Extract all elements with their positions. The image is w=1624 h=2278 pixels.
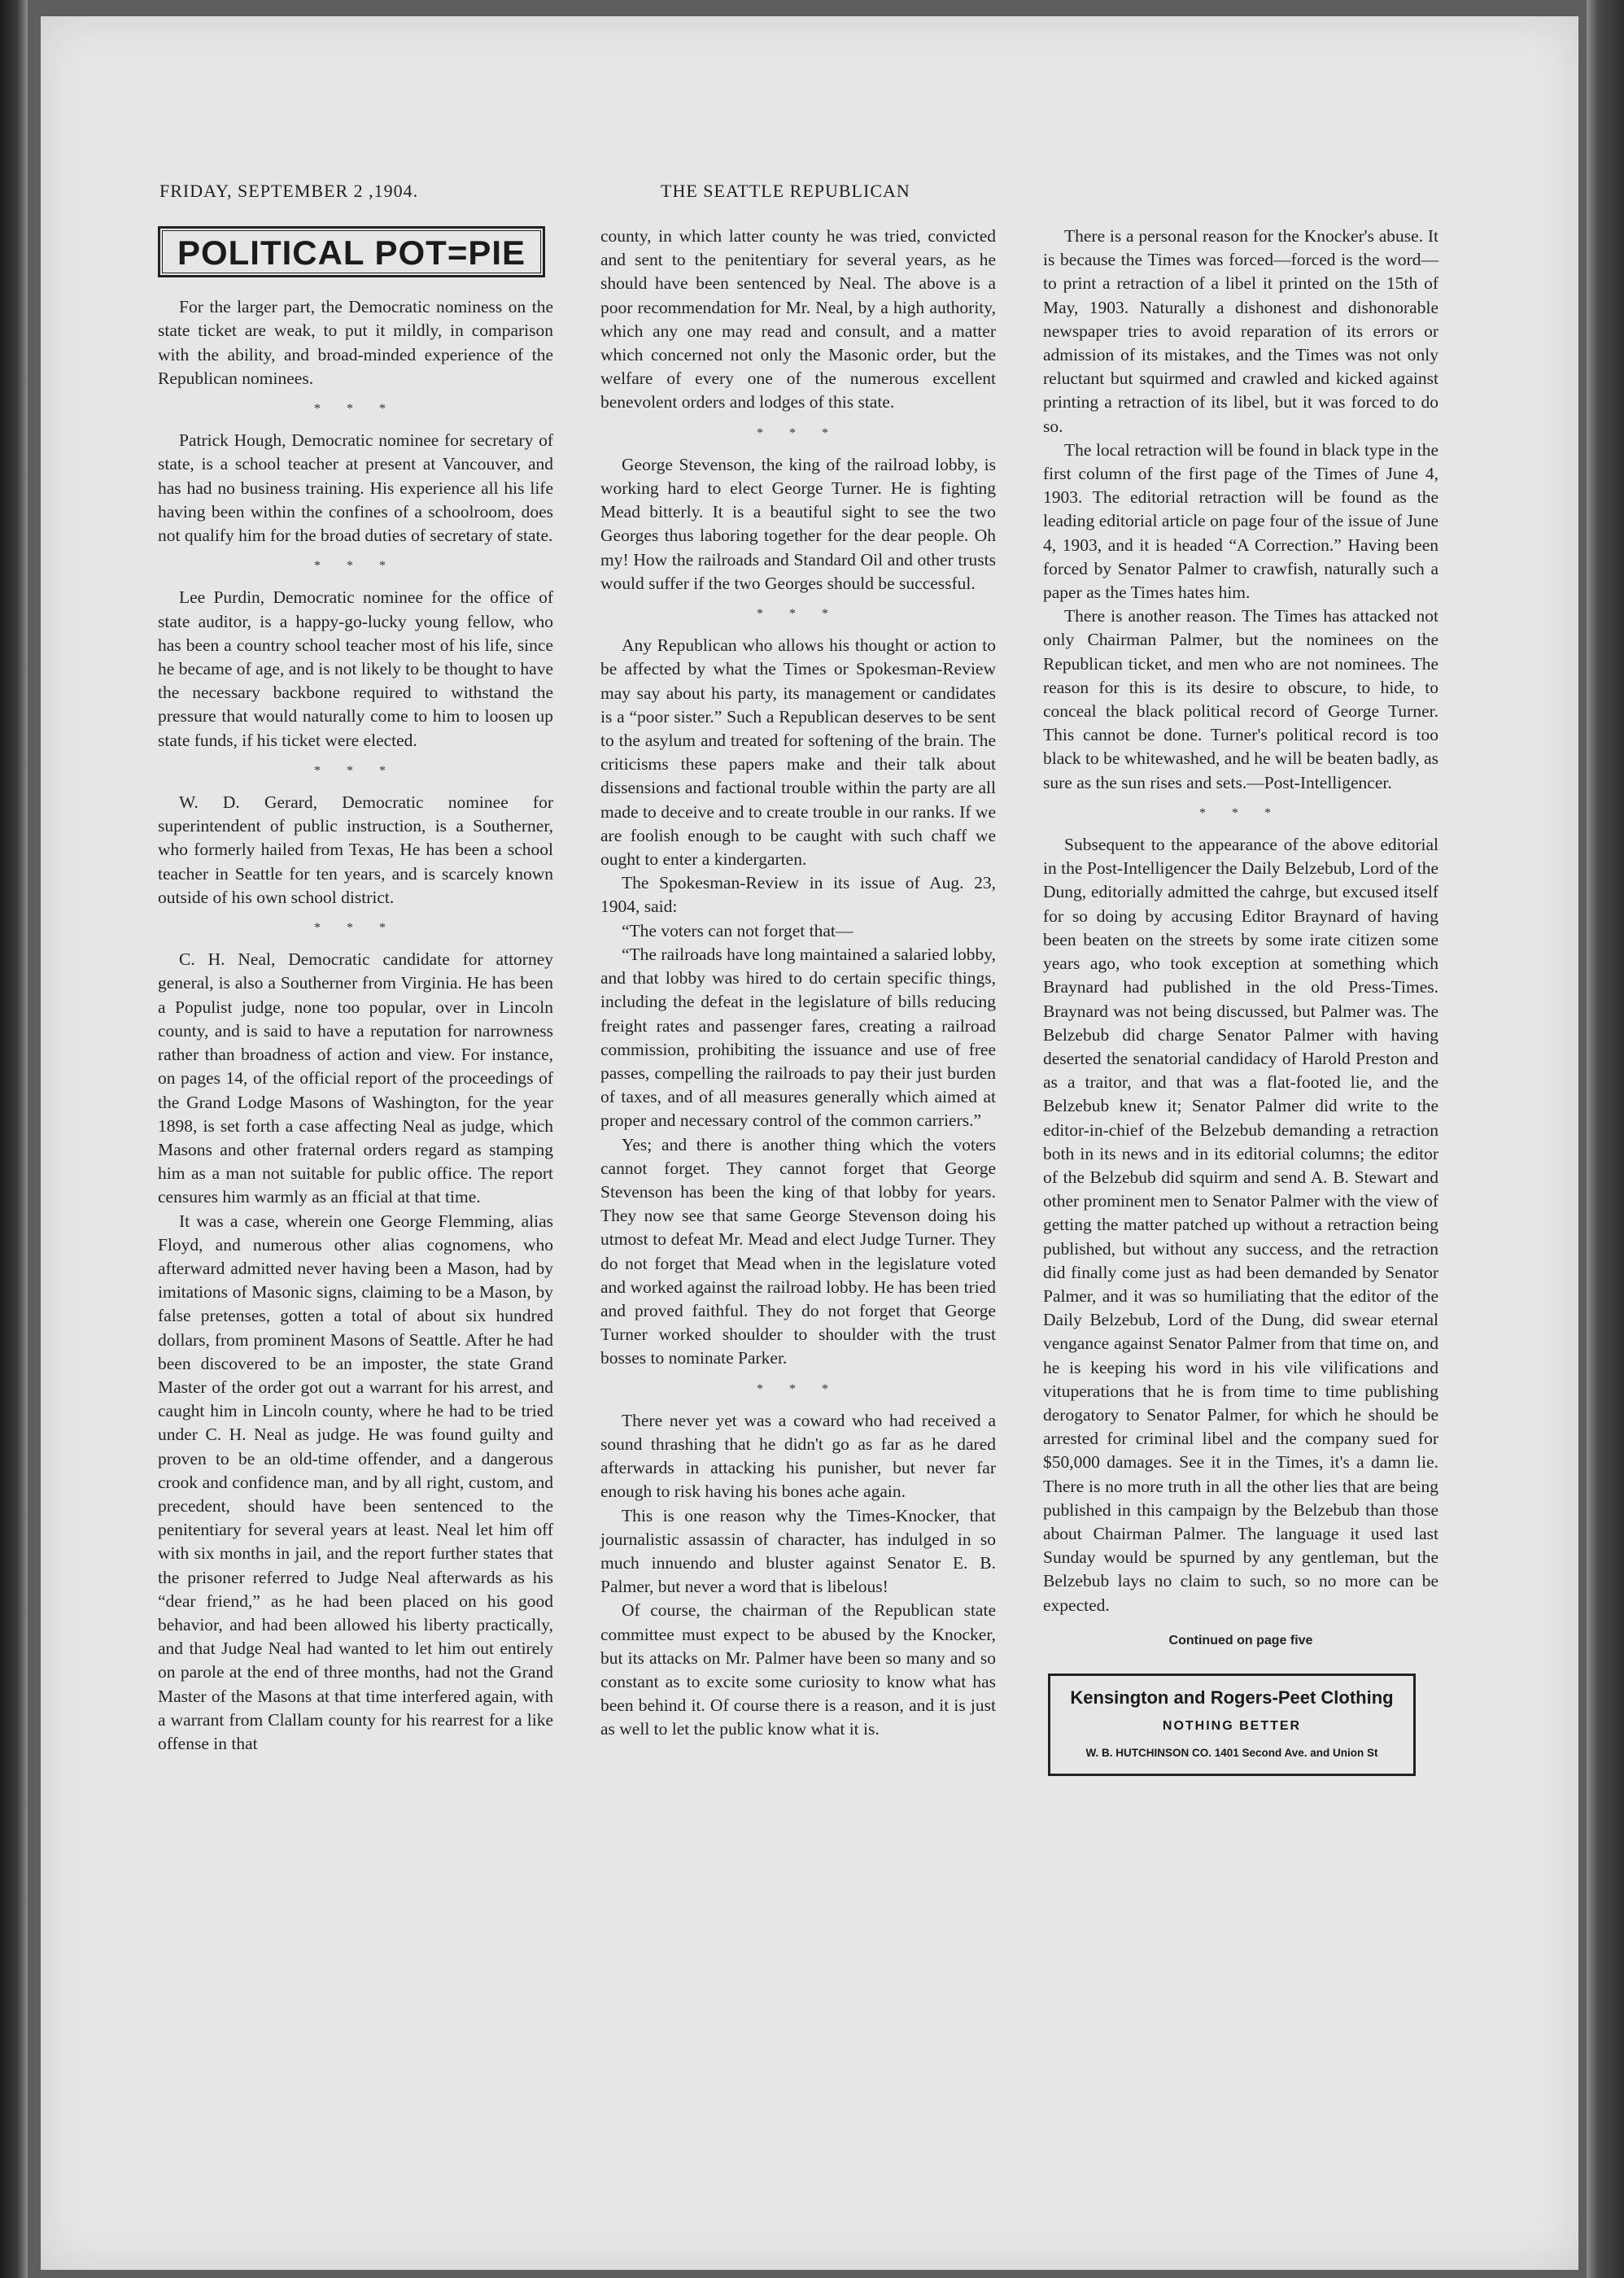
paragraph: It was a case, wherein one George Flemming, alias Floyd, and numerous other alias cognomens, who afterward admitted never having been a Mason, had by imitations of Masonic signs, claiming to be a Mason, by false pretenses, gotten a total of about six hundred dollars, from prominent Masons of Seattle. After he had been discovered to be an imposter, the state Grand Master of the order got out a warrant for his arrest, and caught him in Lincoln county, where he had to be tried under C. H. Neal as judge. He was found guilty and proven to be an old-time offender, and a dangerous crook and confidence man, and by all right, custom, and precedent, should have been sentenced to the penitentiary for several years at least. Neal let him off with six months in jail, and the report further states that the prisoner referred to Judge Neal afterwards as his “dear friend,” as he had been placed on his good behavior, and had been allowed his liberty practically, and that Judge Neal had wanted to let him out entirely on parole at the end of three months, had not the Grand Master of the Masons at that time interfered again, with a warrant from Clallam county for his rearrest for a like offense in that bbox=[158, 1211, 553, 1753]
paragraph: C. H. Neal, Democratic candidate for attorney general, is also a Southerner from Virginia. He has been a Populist judge, none too popular, over in Lincoln county, and is said to have a reputation for narrowness rather than broadness of action and view. For instance, on pages 14, of the official report of the proceedings of the Grand Lodge Masons of Washington, for the year 1898, is set forth a case affecting Neal as judge, which Masons and other fraternal orders regard as stamping him as a man not suitable for public office. The report censures him warmly as an fficial at that time. bbox=[158, 949, 553, 1207]
column-1 bbox=[158, 225, 553, 1756]
ad-address: W. B. HUTCHINSON CO. 1401 Second Ave. and Union St bbox=[1085, 1747, 1378, 1760]
paragraph: There is a personal reason for the Knocker's abuse. It is because the Times was forced—forced is the word—to print a retraction of a libel it printed on the 15th of May, 1903. Naturally a dishonest and dishonorable newspaper tries to avoid reparation of its errors or admission of its mistakes, and the Times was not only reluctant but squirmed and crawled and kicked against printing a retraction of its libel, but it was forced to do so. bbox=[1043, 226, 1438, 436]
ad-slogan: NOTHING BETTER bbox=[1162, 1719, 1302, 1734]
paragraph: Any Republican who allows his thought or action to be affected by what the Times or Spokesman-Review may say about his party, its management or candidates is a “poor sister.” Such a Republican deserves to be sent to the asylum and treated for softening of the brain. The criticisms these papers make and their talk about dissensions and factional trouble within the party are all made to deceive and to create trouble in our ranks. If we are foolish enough to be caught with such chaff we ought to enter a kindergarten. bbox=[600, 635, 996, 870]
ad-headline: Kensington and Rogers-Peet Clothing bbox=[1070, 1687, 1394, 1708]
paragraph: The Spokesman-Review in its issue of Aug. 23, 1904, said: bbox=[600, 873, 996, 917]
separator: * * * bbox=[757, 607, 840, 622]
column-3 bbox=[1043, 225, 1438, 1776]
paragraph: county, in which latter county he was tried, convicted and sent to the penitentiary for several years, as he should have been sentenced by Neal. The above is a poor recommendation for Mr. Neal, by a high authority, which any one may read and consult, and a matter which concerned not only the Masonic order, but the welfare of every one of the numerous excellent benevolent orders and lodges of this state. bbox=[600, 226, 996, 412]
issue-date: FRIDAY, SEPTEMBER 2 ,1904. bbox=[159, 181, 419, 201]
separator: * * * bbox=[757, 1381, 840, 1396]
paragraph: W. D. Gerard, Democratic nominee for superintendent of public instruction, is a Southerner, who formerly hailed from Texas, He has been a school teacher in Seattle for ten years, and is scarcely known outside of his own school district. bbox=[158, 792, 553, 907]
paragraph: This is one reason why the Times-Knocker, that journalistic assassin of character, has indulged in so much innuendo and bluster against Senator E. B. Palmer, but never a word that is libelous! bbox=[600, 1505, 996, 1597]
paragraph: The local retraction will be found in black type in the first column of the first page of the Times of June 4, 1903. The editorial retraction will be found as the leading editorial article on page four of the issue of June 4, 1903, and it is headed “A Correction.” Having been forced by Senator Palmer to crawfish, naturally such a paper as the Times hates him. bbox=[1043, 439, 1438, 603]
paragraph: Subsequent to the appearance of the above editorial in the Post-Intelligencer the Daily Belzebub, Lord of the Dung, editorially admitted the cahrge, but excused itself for so doing by accusing Editor Braynard of having been beaten on the streets by some irate citizen some years ago, who took exception at something which Braynard had published in the old Press-Times. Braynard was not being discussed, but Palmer was. The Belzebub did charge Senator Palmer with having deserted the senatorial candidacy of Harold Preston and as a traitor, and that was a flat-footed lie, and the Belzebub knew it; Senator Palmer did write to the editor-in-chief of the Belzebub demanding a retraction both in its news and in its editorial columns; the editor of the Belzebub did squirm and send A. B. Stewart and other prominent men to Senator Palmer with the view of getting the matter patched up without a retraction being published, but without any success, and the retraction did finally come just as had been demanded by Senator Palmer, and it was so humiliating that the editor of the Daily Belzebub, Lord of the Dung, did swear eternal vengance against Senator Palmer from that time on, and he is keeping his word in his vile vilifications and vituperations that he is from time to time publishing derogatory to Senator Palmer, for which he should be arrested for criminal libel and the company sued for $50,000 damages. See it in the Times, it's a damn lie. There is no more truth in all the other lies that are being published in this campaign by the Belzebub than those about Chairman Palmer. The language it used last Sunday would be spurned by any gentleman, but the Belzebub lays no claim to such, so no more can be expected. bbox=[1043, 835, 1438, 1615]
separator: * * * bbox=[314, 402, 397, 417]
separator: * * * bbox=[314, 921, 397, 936]
quote-paragraph: “The voters can not forget that— bbox=[622, 920, 853, 940]
paragraph: There never yet was a coward who had received a sound thrashing that he didn't go as far as he dared afterwards in attacking his punisher, but never far enough to risk having his bones ache again. bbox=[600, 1410, 996, 1502]
paragraph: For the larger part, the Democratic nominess on the state ticket are weak, to put it mildly, in comparison with the ability, and broad-minded experience of the Republican nominees. bbox=[158, 297, 553, 388]
separator: * * * bbox=[757, 425, 840, 440]
paragraph: Of course, the chairman of the Republican state committee must expect to be abused by the Knocker, but its attacks on Mr. Palmer have been so many and so constant as to excite some curiosity to know what has been behind it. Of course there is a reason, and it is just as well to let the public know what it is. bbox=[600, 1600, 996, 1739]
paragraph: Lee Purdin, Democratic nominee for the office of state auditor, is a happy-go-lucky young fellow, who has been a country school teacher most of his life, since he became of age, and is not likely to be thought to have the necessary backbone required to withstand the pressure that would naturally come to him to loosen up state funds, if his ticket were elected. bbox=[158, 587, 553, 750]
separator: * * * bbox=[314, 763, 397, 778]
advertisement-box bbox=[1048, 1674, 1416, 1776]
paragraph: George Stevenson, the king of the railroad lobby, is working hard to elect George Turner. He is fighting Mead bitterly. It is a beautiful sight to see the two Georges thus laboring together for the dear people. Oh my! How the railroads and Standard Oil and other trusts would suffer if the two Georges should be successful. bbox=[600, 454, 996, 593]
paragraph: There is another reason. The Times has attacked not only Chairman Palmer, but the nominees on the Republican ticket, and men who are not nominees. The reason for this is its desire to obscure, to hide, to conceal the black political record of George Turner. This cannot be done. Turner's political record is too black to be whitewashed, and he will be beaten badly, as sure as the sun rises and sets.—Post-Intelligencer. bbox=[1043, 606, 1438, 792]
newspaper-title: THE SEATTLE REPUBLICAN bbox=[661, 181, 910, 201]
paragraph: Yes; and there is another thing which the voters cannot forget. They cannot forget that George Stevenson has been the king of that lobby for years. They now see that same George Stevenson doing his utmost to defeat Mr. Mead and elect Judge Turner. They do not forget that Mead when in the legislature voted and worked against the railroad lobby. He has been tried and proved faithful. They do not forget that George Turner worked shoulder to shoulder with the trust bosses to nominate Parker. bbox=[600, 1134, 996, 1368]
continued-note: Continued on page five bbox=[1168, 1633, 1313, 1647]
quote-paragraph: “The railroads have long maintained a salaried lobby, and that lobby was hired to do certain specific things, including the defeat in the legislature of bills reducing freight rates and passenger fares, creating a railroad commission, prohibiting the issuance and use of free passes, compelling the railroads to pay their just burden of taxes, and of all measures generally which aimed at proper and necessary control of the common carriers.” bbox=[600, 944, 996, 1131]
paragraph: Patrick Hough, Democratic nominee for secretary of state, is a school teacher at present at Vancouver, and has had no business training. His experience all his life having been within the confines of a schoolroom, does not qualify him for the broad duties of secretary of state. bbox=[158, 430, 553, 546]
column-2 bbox=[600, 225, 996, 1742]
masthead-title: POLITICAL POT=PIE bbox=[162, 230, 541, 273]
separator: * * * bbox=[314, 559, 397, 574]
masthead-box bbox=[158, 226, 545, 277]
separator: * * * bbox=[1199, 805, 1282, 820]
